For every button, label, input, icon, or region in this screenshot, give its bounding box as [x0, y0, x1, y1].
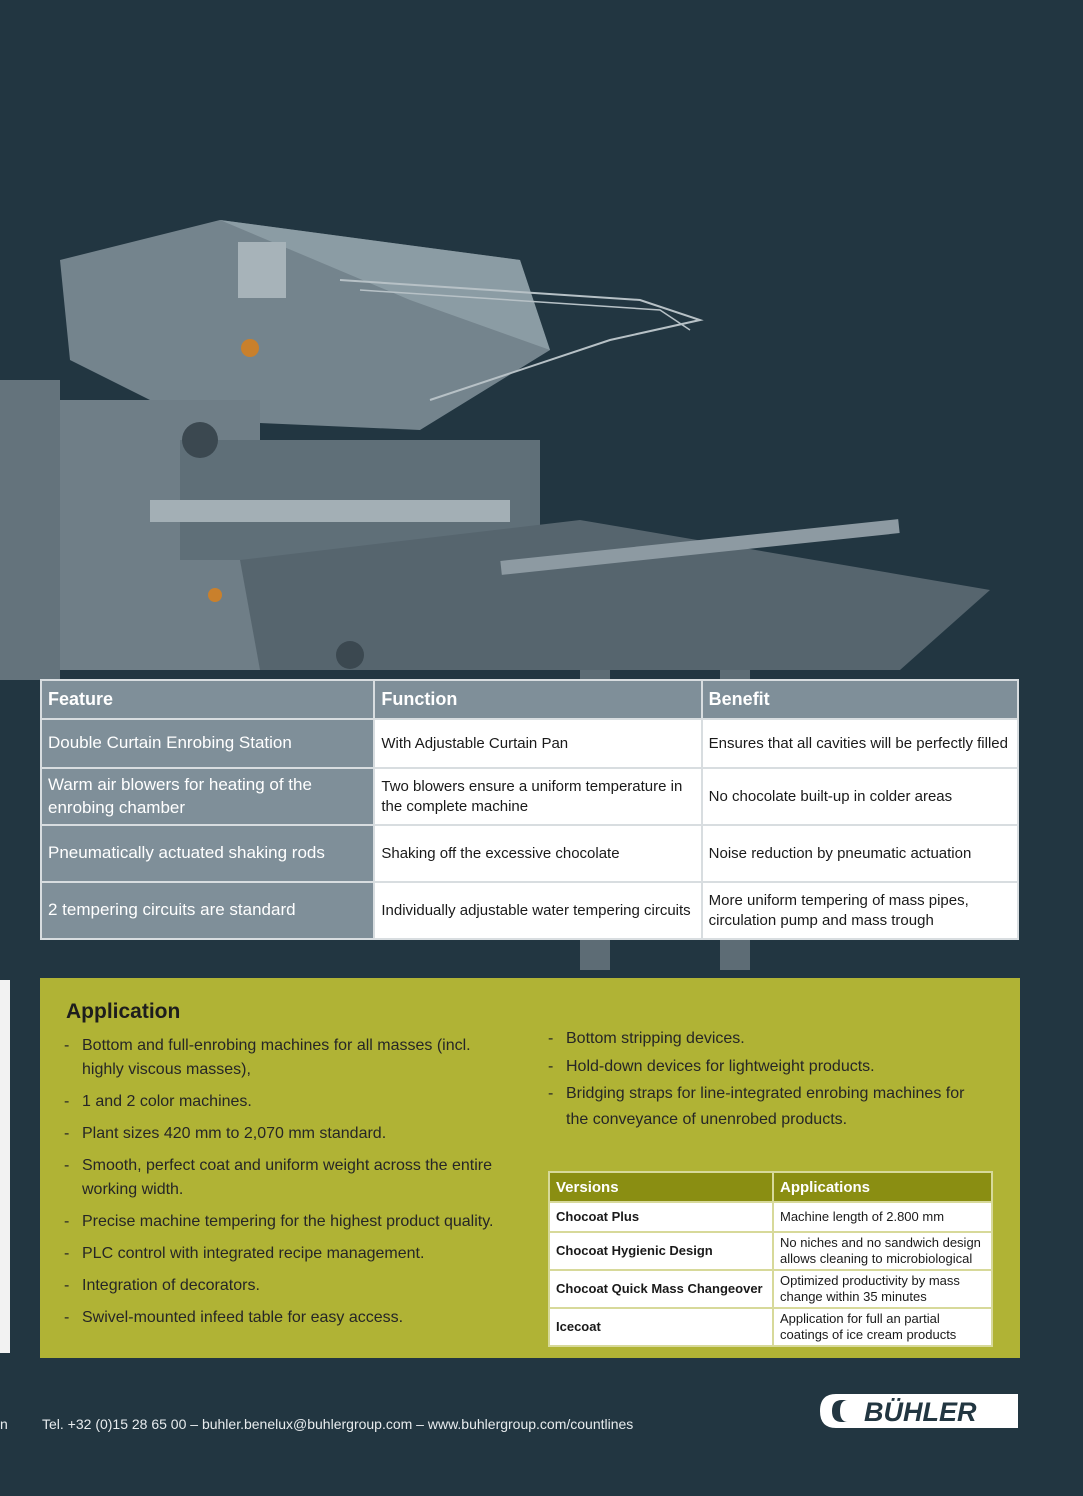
- version-cell: Chocoat Hygienic Design: [549, 1232, 773, 1270]
- feature-cell: 2 tempering circuits are standard: [41, 882, 374, 939]
- application-panel: [40, 978, 1020, 1358]
- function-cell: Shaking off the excessive chocolate: [374, 825, 701, 882]
- list-item: - Integration of decorators.: [64, 1274, 504, 1298]
- benefit-cell: More uniform tempering of mass pipes, circulation pump and mass trough: [702, 882, 1018, 939]
- application-cell: Machine length of 2.800 mm: [773, 1202, 992, 1232]
- list-item: - Bridging straps for line-integrated enrobing machines for the conveyance of unenrobed products.: [548, 1081, 968, 1132]
- application-list-right: [548, 1026, 968, 1134]
- table-row: [549, 1232, 992, 1270]
- feature-table-header: [41, 680, 1018, 719]
- list-item: - PLC control with integrated recipe management.: [64, 1242, 504, 1266]
- logo-text: BÜHLER: [864, 1397, 977, 1427]
- list-item: - Hold-down devices for lightweight products.: [548, 1054, 968, 1080]
- function-cell: Individually adjustable water tempering circuits: [374, 882, 701, 939]
- application-title: Application: [66, 1000, 181, 1023]
- version-cell: Chocoat Plus: [549, 1202, 773, 1232]
- benefit-cell: Noise reduction by pneumatic actuation: [702, 825, 1018, 882]
- header-benefit: Benefit: [702, 680, 1018, 719]
- application-cell: Optimized productivity by mass change within 35 minutes: [773, 1270, 992, 1308]
- table-row: [41, 825, 1018, 882]
- benefit-cell: No chocolate built-up in colder areas: [702, 768, 1018, 825]
- table-row: [41, 768, 1018, 825]
- application-cell: No niches and no sandwich design allows cleaning to microbiological: [773, 1232, 992, 1270]
- function-cell: Two blowers ensure a uniform temperature in the complete machine: [374, 768, 701, 825]
- buhler-logo: [818, 1390, 1020, 1432]
- version-cell: Icecoat: [549, 1308, 773, 1346]
- header-versions: Versions: [549, 1172, 773, 1202]
- benefit-cell: Ensures that all cavities will be perfectly filled: [702, 719, 1018, 768]
- feature-cell: Double Curtain Enrobing Station: [41, 719, 374, 768]
- table-row: [41, 882, 1018, 939]
- versions-table-header: [549, 1172, 992, 1202]
- header-function: Function: [374, 680, 701, 719]
- table-row: [549, 1202, 992, 1232]
- feature-table: [40, 679, 1019, 940]
- footer-contact: Tel. +32 (0)15 28 65 00 – buhler.benelux@buhlergroup.com – www.buhlergroup.com/countlines: [42, 1416, 634, 1432]
- header-feature: Feature: [41, 680, 374, 719]
- feature-cell: Warm air blowers for heating of the enrobing chamber: [41, 768, 374, 825]
- application-list-left: [64, 1034, 504, 1338]
- left-page-edge: [0, 980, 10, 1353]
- list-item: - Plant sizes 420 mm to 2,070 mm standard.: [64, 1122, 504, 1146]
- table-row: [549, 1308, 992, 1346]
- table-row: [549, 1270, 992, 1308]
- list-item: - Bottom stripping devices.: [548, 1026, 968, 1052]
- list-item: - Swivel-mounted infeed table for easy access.: [64, 1306, 504, 1330]
- footer-stub-text: n: [0, 1416, 8, 1432]
- list-item: - Smooth, perfect coat and uniform weight across the entire working width.: [64, 1154, 504, 1202]
- function-cell: With Adjustable Curtain Pan: [374, 719, 701, 768]
- application-cell: Application for full an partial coatings of ice cream products: [773, 1308, 992, 1346]
- list-item: - Bottom and full-enrobing machines for all masses (incl. highly viscous masses),: [64, 1034, 504, 1082]
- header-applications: Applications: [773, 1172, 992, 1202]
- versions-table: [548, 1171, 993, 1347]
- version-cell: Chocoat Quick Mass Changeover: [549, 1270, 773, 1308]
- list-item: - 1 and 2 color machines.: [64, 1090, 504, 1114]
- feature-cell: Pneumatically actuated shaking rods: [41, 825, 374, 882]
- table-row: [41, 719, 1018, 768]
- list-item: - Precise machine tempering for the highest product quality.: [64, 1210, 504, 1234]
